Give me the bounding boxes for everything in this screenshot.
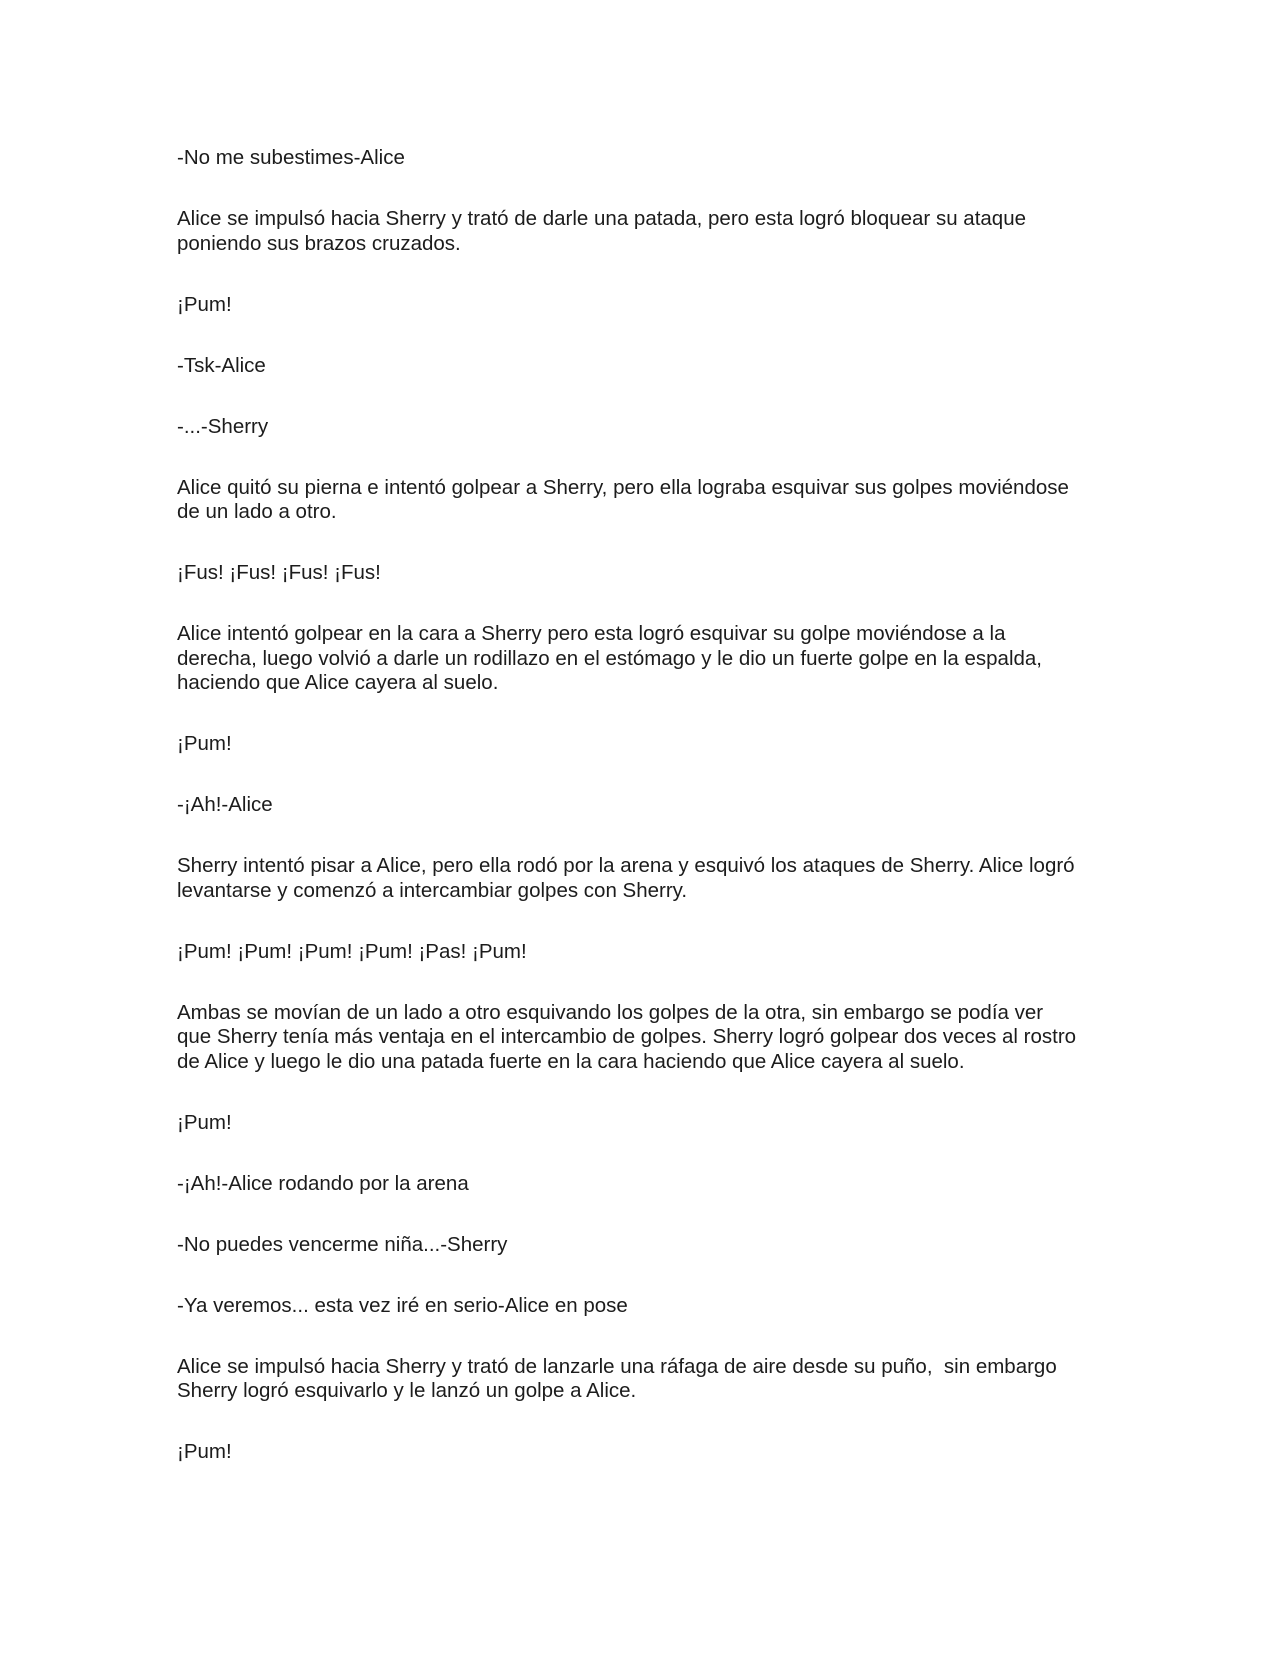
paragraph: -Ya veremos... esta vez iré en serio-Alice en pose <box>177 1293 628 1317</box>
paragraph: -...-Sherry <box>177 414 269 438</box>
paragraph: ¡Pum! <box>177 732 232 755</box>
paragraph: ¡Pum! <box>177 292 232 316</box>
paragraph: ¡Pum! <box>177 1110 232 1134</box>
paragraph: Alice se impulsó hacia Sherry y trató de darle una patada, pero esta logró bloquear su ataque poniendo sus brazos cruzados. <box>177 207 1026 255</box>
paragraph: Alice intentó golpear en la cara a Sherry pero esta logró esquivar su golpe moviéndose a la derecha, luego volvió a darle un rodillazo en el estómago y le dio un fuerte golpe en la espalda, haciendo que Alice cayera al suelo. <box>177 622 1042 694</box>
paragraph: -¡Ah!-Alice <box>177 793 273 816</box>
paragraph: ¡Pum! <box>177 1440 232 1463</box>
paragraph: Alice quitó su pierna e intentó golpear a Sherry, pero ella lograba esquivar sus golpes moviéndose de un lado a otro. <box>177 475 1069 523</box>
paragraph: Sherry intentó pisar a Alice, pero ella rodó por la arena y esquivó los ataques de Sherry. Alice logró levantarse y comenzó a intercambiar golpes con Sherry. <box>177 854 1075 902</box>
paragraph: ¡Fus! ¡Fus! ¡Fus! ¡Fus! <box>177 561 381 584</box>
paragraph: Ambas se movían de un lado a otro esquivando los golpes de la otra, sin embargo se podía ver que Sherry tenía más ventaja en el intercambio de golpes. Sherry logró golpear dos veces al rostro de Alice y luego le dio una patada fuerte en la cara haciendo que Alice cayera al suelo. <box>177 1000 1077 1073</box>
page-body <box>177 146 1117 1501</box>
paragraph: -Tsk-Alice <box>177 353 266 377</box>
paragraph: -¡Ah!-Alice rodando por la arena <box>177 1171 469 1195</box>
paragraph: Alice se impulsó hacia Sherry y trató de lanzarle una ráfaga de aire desde su puño, sin embargo Sherry logró esquivarlo y le lanzó un golpe a Alice. <box>177 1354 1057 1402</box>
paragraph: -No puedes vencerme niña...-Sherry <box>177 1232 508 1256</box>
paragraph: -No me subestimes-Alice <box>177 146 405 169</box>
paragraph: ¡Pum! ¡Pum! ¡Pum! ¡Pum! ¡Pas! ¡Pum! <box>177 939 527 963</box>
